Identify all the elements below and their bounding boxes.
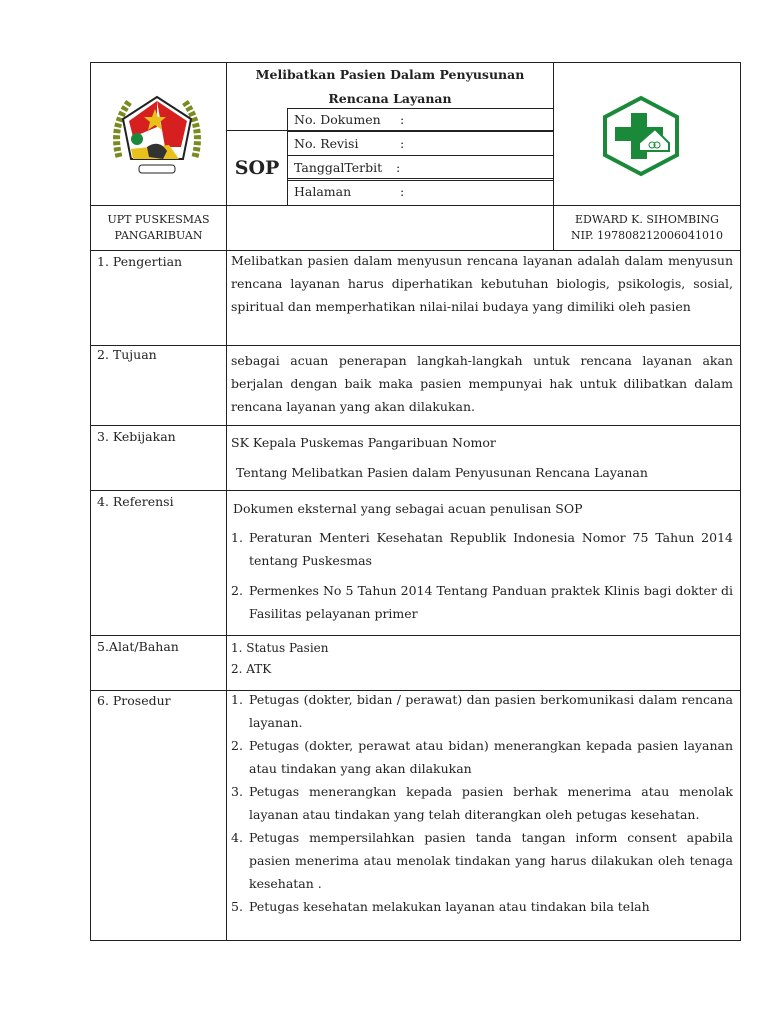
list-item: 5. Petugas kesehatan melakukan layanan atau tindakan bila telah bbox=[231, 899, 650, 914]
list-item: 1. Petugas (dokter, bidan / perawat) dan pasien berkomunikasi dalam rencana layanan. bbox=[231, 692, 733, 730]
list-item: 2. Petugas (dokter, perawat atau bidan) menerangkan kepada pasien layanan atau tindakan yang akan dilakukan bbox=[231, 738, 733, 776]
prosedur-list bbox=[231, 688, 733, 918]
row-alat bbox=[90, 635, 741, 691]
puskesmas-logo-icon bbox=[601, 95, 681, 177]
sop-label: SOP bbox=[234, 157, 280, 179]
unit-line1: UPT PUSKESMAS bbox=[107, 213, 210, 226]
label-pengertian: 1. Pengertian bbox=[97, 254, 183, 269]
text-kebijakan-2: Tentang Melibatkan Pasien dalam Penyusunan Rencana Layanan bbox=[236, 465, 648, 480]
blank-cell bbox=[226, 205, 554, 251]
column-divider bbox=[226, 250, 227, 941]
puskesmas-logo-cell bbox=[553, 62, 741, 206]
field-no-dokumen: No. Dokumen : bbox=[287, 108, 554, 132]
label-referensi: 4. Referensi bbox=[97, 494, 174, 509]
list-item: 1. Status Pasien bbox=[231, 641, 329, 655]
signer-cell bbox=[553, 205, 741, 251]
list-item: 1. Peraturan Menteri Kesehatan Republik Indonesia Nomor 75 Tahun 2014 tentang Puskesmas bbox=[231, 530, 733, 568]
label-tujuan: 2. Tujuan bbox=[97, 347, 157, 362]
text-kebijakan-1: SK Kepala Puskemas Pangaribuan Nomor bbox=[231, 435, 496, 450]
unit-line2: PANGARIBUAN bbox=[114, 229, 203, 242]
sop-cell bbox=[226, 130, 288, 206]
logo-cell bbox=[90, 62, 227, 206]
list-item: 2. Permenkes No 5 Tahun 2014 Tentang Panduan praktek Klinis bagi dokter di Fasilitas pelayanan primer bbox=[231, 583, 733, 621]
text-referensi-intro: Dokumen eksternal yang sebagai acuan penulisan SOP bbox=[233, 501, 583, 516]
unit-cell bbox=[90, 205, 227, 251]
signer-nip: NIP. 197808212006041010 bbox=[570, 229, 724, 242]
field-no-revisi: No. Revisi : bbox=[287, 131, 554, 156]
label-kebijakan: 3. Kebijakan bbox=[97, 429, 176, 444]
label-alat: 5.Alat/Bahan bbox=[97, 639, 179, 654]
field-halaman: Halaman : bbox=[287, 178, 554, 206]
list-item: 3. Petugas menerangkan kepada pasien berhak menerima atau menolak layanan atau tindakan yang telah diterangkan oleh petugas kesehatan. bbox=[231, 784, 733, 822]
regency-emblem-icon bbox=[109, 87, 205, 183]
list-item: 2. ATK bbox=[231, 662, 272, 676]
label-prosedur: 6. Prosedur bbox=[97, 693, 171, 708]
signer-name: EDWARD K. SIHOMBING bbox=[575, 213, 719, 226]
text-pengertian: Melibatkan pasien dalam menyusun rencana layanan adalah dalam menyusun rencana layanan harus diperhatikan kebutuhan biologis, psikologis, sosial, spiritual dan memperhatikan nilai-nilai budaya yang dimiliki oleh pasien bbox=[231, 253, 733, 314]
title-line1: Melibatkan Pasien Dalam Penyusunan bbox=[255, 67, 525, 82]
text-tujuan: sebagai acuan penerapan langkah-langkah untuk rencana layanan akan berjalan dengan baik maka pasien mempunyai hak untuk dilibatkan dalam rencana layanan yang akan dilakukan. bbox=[231, 353, 733, 414]
list-item: 4. Petugas mempersilahkan pasien tanda tangan inform consent apabila pasien menerima atau menolak tindakan yang harus dilakukan oleh tenaga kesehatan . bbox=[231, 830, 733, 891]
field-tanggal-terbit: TanggalTerbit : bbox=[287, 155, 554, 181]
title-line2: Rencana Layanan bbox=[328, 91, 452, 106]
